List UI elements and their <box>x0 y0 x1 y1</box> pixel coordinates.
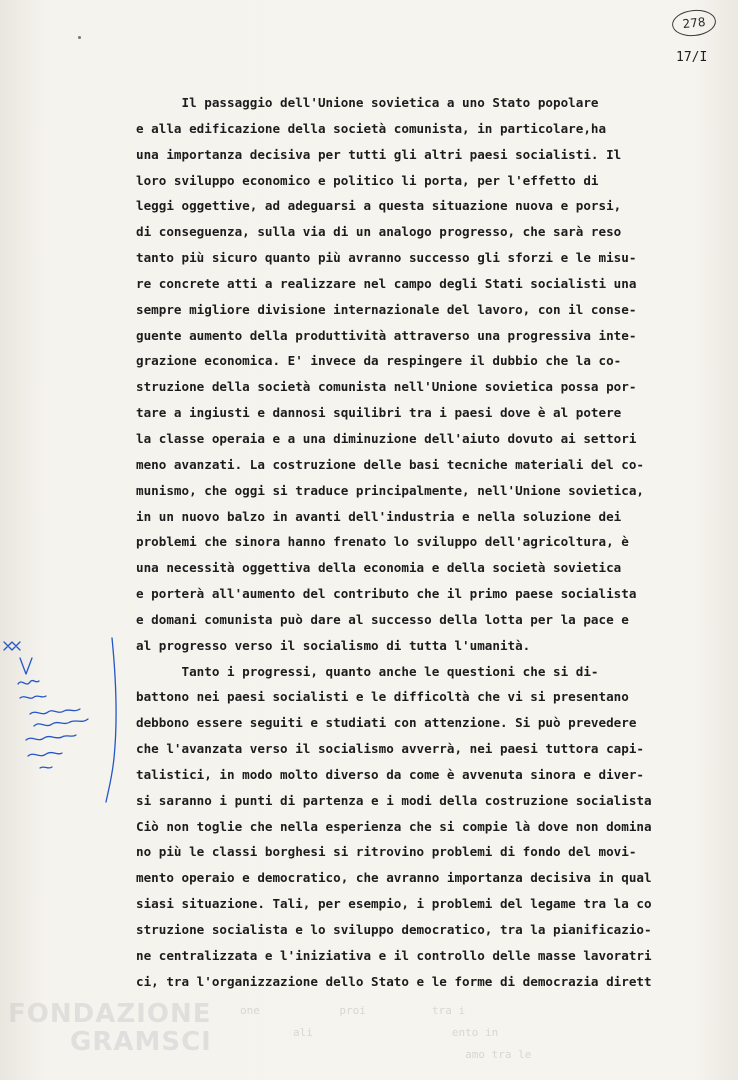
text-line: battono nei paesi socialisti e le difficoltà che vi si presentano <box>136 689 629 705</box>
text-line: al progresso verso il socialismo di tutta l'umanità. <box>136 637 531 653</box>
text-line: problemi che sinora hanno frenato lo sviluppo dell'agricoltura, è <box>136 534 629 550</box>
text-line: Il passaggio dell'Unione sovietica a uno Stato popolare <box>136 95 599 110</box>
text-line: Tanto i progressi, quanto anche le questioni che si di- <box>136 663 599 679</box>
text-line: ci, tra l'organizzazione dello Stato e le forme di democrazia dirett <box>136 973 652 989</box>
archive-stamp-number: 278 <box>681 14 707 32</box>
text-line: debbono essere seguiti e studiati con attenzione. Si può prevedere <box>136 715 637 731</box>
text-line: Ciò non toglie che nella esperienza che si compie là dove non domina <box>136 818 652 834</box>
text-line: di conseguenza, sulla via di un analogo progresso, che sarà reso <box>136 224 622 240</box>
text-line: guente aumento della produttività attraverso una progressiva inte- <box>136 327 637 343</box>
handwritten-margin-annotation <box>0 628 140 808</box>
text-line: che l'avanzata verso il socialismo avverrà, nei paesi tuttora capi- <box>136 741 644 757</box>
text-line: tanto più sicuro quanto più avranno successo gli sforzi e le misu- <box>136 250 637 266</box>
text-line: siasi situazione. Tali, per esempio, i problemi del legame tra la co <box>136 896 652 912</box>
text-line: no più le classi borghesi si ritrovino problemi di fondo del movi- <box>136 844 637 860</box>
paper-speck <box>78 36 81 39</box>
watermark-line-1: FONDAZIONE <box>8 999 212 1029</box>
text-line: si saranno i punti di partenza e i modi della costruzione socialista <box>136 792 652 808</box>
text-line: e porterà all'aumento del contributo che il primo paese socialista <box>136 586 637 602</box>
archive-stamp <box>671 8 717 38</box>
text-line: struzione della società comunista nell'Unione sovietica possa por- <box>136 379 637 395</box>
text-line: una necessità oggettiva della economia e della società sovietica <box>136 560 622 576</box>
text-line: leggi oggettive, ad adeguarsi a questa situazione nuova e porsi, <box>136 198 622 214</box>
text-line: re concrete atti a realizzare nel campo degli Stati socialisti una <box>136 275 637 291</box>
watermark-line-2: GRAMSCI <box>70 1027 212 1057</box>
text-line: mento operaio e democratico, che avranno importanza decisiva in qual <box>136 870 652 886</box>
text-line: talistici, in modo molto diverso da come è avvenuta sinora e diver- <box>136 766 644 782</box>
foundation-watermark <box>8 1000 218 1070</box>
text-line: struzione socialista e lo sviluppo democratico, tra la pianificazio- <box>136 922 652 937</box>
text-line: loro sviluppo economico e politico li porta, per l'effetto di <box>136 172 599 188</box>
page-number: 17/I <box>676 50 708 65</box>
bleed-through-text: one proi tra i ali ento in amo tra le <box>240 1004 532 1061</box>
text-line: meno avanzati. La costruzione delle basi tecniche materiali del co- <box>136 456 644 472</box>
text-line: munismo, che oggi si traduce principalmente, nell'Unione sovietica, <box>136 482 644 498</box>
typewritten-body <box>136 90 738 995</box>
text-line: ne centralizzata e l'iniziativa e il controllo delle masse lavoratri <box>136 947 652 963</box>
text-line: sempre migliore divisione internazionale del lavoro, con il conse- <box>136 301 637 317</box>
text-line: e domani comunista può dare al successo della lotta per la pace e <box>136 611 629 627</box>
text-line: in un nuovo balzo in avanti dell'industria e nella soluzione dei <box>136 508 622 524</box>
text-line: la classe operaia e a una diminuzione dell'aiuto dovuto ai settori <box>136 430 637 446</box>
text-line: una importanza decisiva per tutti gli altri paesi socialisti. Il <box>136 146 622 162</box>
text-line: tare a ingiusti e dannosi squilibri tra i paesi dove è al potere <box>136 405 622 421</box>
text-line: grazione economica. E' invece da respingere il dubbio che la co- <box>136 353 622 369</box>
text-line: e alla edificazione della società comunista, in particolare,ha <box>136 120 607 136</box>
